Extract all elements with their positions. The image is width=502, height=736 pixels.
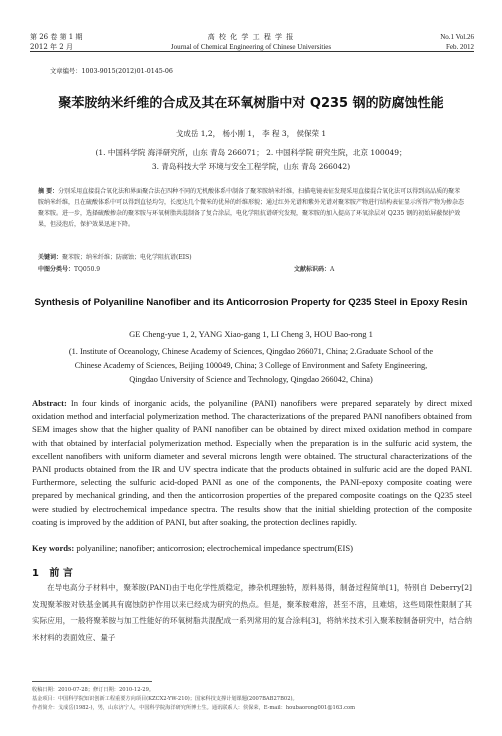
volume-issue-cn: 第 26 卷 第 1 期 (30, 33, 83, 41)
keywords-cn-label: 关键词： (38, 254, 63, 261)
abstract-cn-label: 摘 要： (38, 188, 59, 195)
affiliation-cn-line: (1. 中国科学院 海洋研究所，山东 青岛 266071； 2. 中国科学院 研究生院，北京 100049； (95, 148, 407, 157)
affiliation-cn-line: 3. 青岛科技大学 环境与安全工程学院，山东 青岛 266042) (151, 162, 351, 171)
affiliation-en-line: (1. Institute of Oceanology, Chinese Academy of Sciences, Qingdao 266071, China; 2.Graduate School of the (68, 347, 434, 356)
clc-label: 中图分类号： (38, 266, 75, 273)
volume-issue-en: No.1 Vol.26 (440, 33, 474, 41)
section-title: 前 言 (49, 568, 73, 579)
keywords-en (32, 542, 472, 555)
doc-code-value: A (329, 266, 335, 273)
affiliation-en-line: Chinese Academy of Sciences, Beijing 100049, China; 3 College of Environment and Safety Engineering, (74, 361, 428, 370)
authors-cn: 戈成岳 1,2， 杨小刚 1， 李 程 3， 侯保荣 1 (175, 129, 327, 138)
footnote-author: 作者简介：戈成岳(1982-)，男，山东济宁人，中国科学院海洋研究所博士生。通讯联系人：侯保荣，E-mail：houbaorong001@163.com (32, 705, 356, 711)
footnote-rule (32, 681, 152, 682)
title-cn: 聚苯胺纳米纤维的合成及其在环氧树脂中对 Q235 钢的防腐蚀性能 (58, 96, 444, 111)
header-rule (30, 51, 474, 52)
affiliation-en-line: Qingdao University of Science and Technology, Qingdao 266042, China) (129, 375, 373, 384)
doc-code-label: 文献标识码： (293, 266, 330, 273)
section-number: 1 (32, 568, 39, 579)
article-number: 文章编号：1003-9015(2012)01-0145-06 (50, 68, 173, 75)
journal-title-cn: 高 校 化 学 工 程 学 报 (207, 33, 295, 41)
section-heading (32, 564, 73, 579)
title-en: Synthesis of Polyaniline Nanofiber and its Anticorrosion Property for Q235 Steel in Epoxy Resin (34, 297, 468, 308)
abstract-en-label: Abstract: (32, 398, 67, 408)
clc-value: TQ050.9 (74, 266, 101, 273)
body-paragraph: 在导电高分子材料中，聚苯胺(PANI)由于电化学性质稳定，掺杂机理独特，原料易得，制备过程简单[1]，特别自 Deberry[2]发现聚苯胺对铁基金属具有腐蚀防护作用以来已经成为研究的热点。但是，聚苯胺难溶，甚至不溶，且难熔，这些局限性限制了其实际应用，一般将聚苯胺与加工性能好的环氧树脂共混配成一系列常用的复合涂料[3]，将纳米技术引入聚苯胺制备研究中，结合纳米材料的表面效应、量子 (32, 583, 472, 642)
abstract-cn (38, 186, 466, 230)
keywords-en-label: Key words: (32, 543, 75, 553)
footnote-received: 收稿日期：2010-07-28；修订日期：2010-12-29。 (32, 687, 155, 693)
date-cn: 2012 年 2 月 (30, 43, 73, 51)
keywords-cn-text: 聚苯胺；纳米纤维；防腐蚀；电化学阻抗谱(EIS) (62, 254, 192, 261)
keywords-en-text: polyaniline; nanofiber; anticorrosion; electrochemical impedance spectrum(EIS) (76, 543, 353, 553)
abstract-cn-text: 分别采用直接混合氧化法和界面聚合法在四种不同的无机酸体系中制备了聚苯胺纳米纤维，扫描电镜表征发现采用直接混合氧化法可以得到高品质的聚苯胺纳米纤维，且在硫酸体系中可以得到直径均匀，长度达几个微米的优异的纤维形貌；通过红外光谱和紫外光谱对聚苯胺产物进行结构表征显示所得产物为掺杂态聚苯胺。进一步，选择硫酸掺杂的聚苯胺与环氧树脂共混制备了复合涂层，电化学阻抗谱研究发现，聚苯胺的加入提高了环氧涂层对 Q235 钢的初始屏蔽保护效果，但浸泡后，保护效果迅速下降。 (38, 188, 465, 228)
classification-line (38, 264, 466, 275)
authors-en: GE Cheng-yue 1, 2, YANG Xiao-gang 1, LI Cheng 3, HOU Bao-rong 1 (129, 329, 373, 339)
abstract-en-text: In four kinds of inorganic acids, the polyaniline (PANI) nanofibers were prepared separately by direct mixed oxidation method and interfacial polymerization method. The characterizations of the prepared PANI nanofibers obtained from SEM images show that the higher quality of PANI nanofiber can be obtained by direct mixed oxidation method in compare with that obtained by interfacial polymerization method. Especially when the preparation is in the sulfuric acid system, the excellent nanofibers with uniform diameter and several microns length were obtained. The structural characterizations of the PANI products obtained from the IR and UV spectra indicate that the products obtained in sulfuric acid are the doped PANI. Furthermore, selecting the sulfuric acid-doped PANI as one of the components, the PANI-epoxy composite coating were prepared by mechanical grinding, and then the anticorrosion properties of the prepared composite coatings on the Q235 steel were studied by electrochemical impedance spectra. The results show that the initial shielding protection of the composite coating is improved by the addition of PANI, but after soaking, the protection declines rapidly. (32, 398, 472, 527)
footnote-funding: 基金项目：中国科学院知识创新工程重要方向项目(KZCX2-YW-210)；国家科技支撑计划课题(2007BAB27B02)。 (32, 696, 298, 702)
journal-title-en: Journal of Chemical Engineering of Chinese Universities (170, 43, 332, 51)
abstract-en (32, 397, 472, 529)
date-en: Feb. 2012 (446, 43, 474, 51)
keywords-cn (38, 252, 466, 263)
